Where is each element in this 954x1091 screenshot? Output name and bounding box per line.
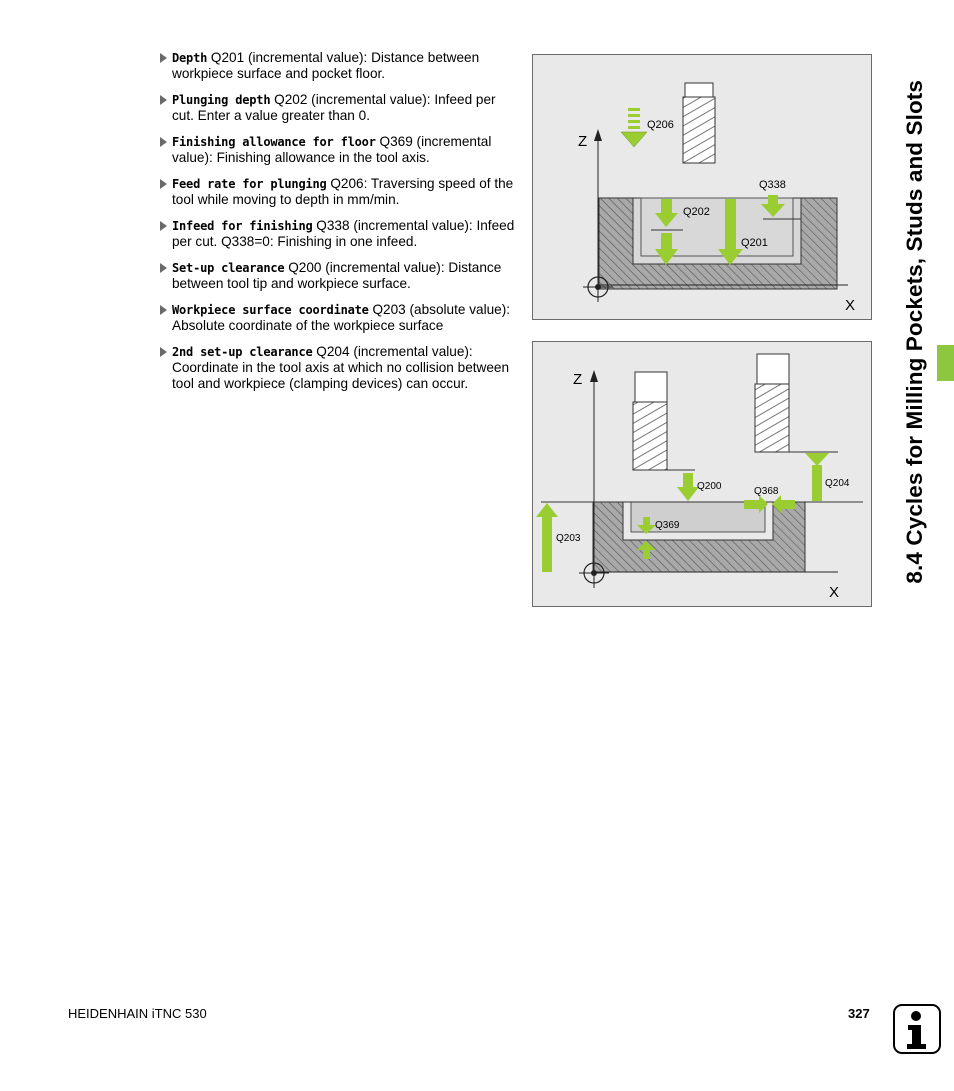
param-code: Q206 bbox=[330, 176, 364, 191]
param-desc: (incremental value): Coordinate in the tool axis at which no collision between tool and workpiece (clamping devices) can occur. bbox=[172, 344, 510, 391]
milling-tool-icon bbox=[683, 83, 715, 163]
label-q204: Q204 bbox=[825, 478, 850, 489]
section-title bbox=[893, 48, 937, 616]
bullet-triangle-icon bbox=[160, 305, 167, 315]
param-desc: (incremental value): Infeed per cut. Enter a value greater than 0. bbox=[172, 92, 496, 123]
label-q203: Q203 bbox=[556, 533, 581, 544]
param-q201 bbox=[160, 50, 520, 82]
param-name: Feed rate for plunging bbox=[172, 177, 327, 191]
bullet-triangle-icon bbox=[160, 347, 167, 357]
param-desc: (incremental value): Finishing allowance in the tool axis. bbox=[172, 134, 492, 165]
param-desc: (incremental value): Distance between workpiece surface and pocket floor. bbox=[172, 50, 480, 81]
param-code: Q338 bbox=[316, 218, 350, 233]
param-desc: (incremental value): Infeed per cut. Q338=0: Finishing in one infeed. bbox=[172, 218, 515, 249]
param-name: Depth bbox=[172, 51, 208, 65]
bullet-triangle-icon bbox=[160, 221, 167, 231]
param-q204 bbox=[160, 344, 520, 392]
x-axis-label: X bbox=[845, 297, 856, 314]
param-code: Q202 bbox=[274, 92, 308, 107]
label-q368: Q368 bbox=[754, 486, 779, 497]
section-title-text: 8.4 Cycles for Milling Pockets, Studs and Slots bbox=[902, 80, 927, 584]
milling-tool-icon bbox=[755, 354, 789, 452]
param-q200 bbox=[160, 260, 520, 292]
bullet-triangle-icon bbox=[160, 95, 167, 105]
param-code: Q369 bbox=[379, 134, 413, 149]
param-desc: (incremental value): Distance between tool tip and workpiece surface. bbox=[172, 260, 502, 291]
param-name: Workpiece surface coordinate bbox=[172, 303, 369, 317]
param-name: Set-up clearance bbox=[172, 261, 285, 275]
param-name: Plunging depth bbox=[172, 93, 271, 107]
z-axis-label: Z bbox=[573, 371, 583, 388]
bullet-triangle-icon bbox=[160, 53, 167, 63]
q203-arrow-icon bbox=[536, 503, 558, 572]
parameter-list bbox=[160, 50, 520, 402]
param-code: Q203 bbox=[372, 302, 406, 317]
x-axis-label: X bbox=[829, 584, 840, 601]
param-desc: : Traversing speed of the tool while moving to depth in mm/min. bbox=[172, 176, 514, 207]
section-tab-marker bbox=[937, 345, 954, 381]
param-code: Q200 bbox=[288, 260, 322, 275]
param-name: Infeed for finishing bbox=[172, 219, 313, 233]
z-axis-label: Z bbox=[578, 133, 588, 150]
param-name: Finishing allowance for floor bbox=[172, 135, 376, 149]
figure-clearances bbox=[532, 341, 872, 607]
label-q200: Q200 bbox=[697, 481, 722, 492]
param-q369 bbox=[160, 134, 520, 166]
bullet-triangle-icon bbox=[160, 179, 167, 189]
page-number: 327 bbox=[848, 1006, 870, 1021]
param-q338 bbox=[160, 218, 520, 250]
param-q202 bbox=[160, 92, 520, 124]
label-q202: Q202 bbox=[683, 206, 710, 218]
param-code: Q204 bbox=[316, 344, 350, 359]
param-q203 bbox=[160, 302, 520, 334]
param-name: 2nd set-up clearance bbox=[172, 345, 313, 359]
q200-arrow-icon bbox=[677, 473, 699, 501]
label-q206: Q206 bbox=[647, 119, 674, 131]
manual-name: HEIDENHAIN iTNC 530 bbox=[68, 1006, 207, 1021]
bullet-triangle-icon bbox=[160, 137, 167, 147]
info-icon bbox=[893, 1004, 941, 1054]
q204-arrow-icon bbox=[805, 453, 829, 501]
label-q369: Q369 bbox=[655, 520, 680, 531]
milling-tool-icon bbox=[633, 372, 667, 470]
param-code: Q201 bbox=[210, 50, 245, 65]
bullet-triangle-icon bbox=[160, 263, 167, 273]
q206-arrow-icon bbox=[621, 108, 647, 147]
figure-plunge-depth bbox=[532, 54, 872, 320]
param-desc: (absolute value): Absolute coordinate of the workpiece surface bbox=[172, 302, 511, 333]
param-q206 bbox=[160, 176, 520, 208]
label-q201: Q201 bbox=[741, 237, 768, 249]
label-q338: Q338 bbox=[759, 179, 786, 191]
